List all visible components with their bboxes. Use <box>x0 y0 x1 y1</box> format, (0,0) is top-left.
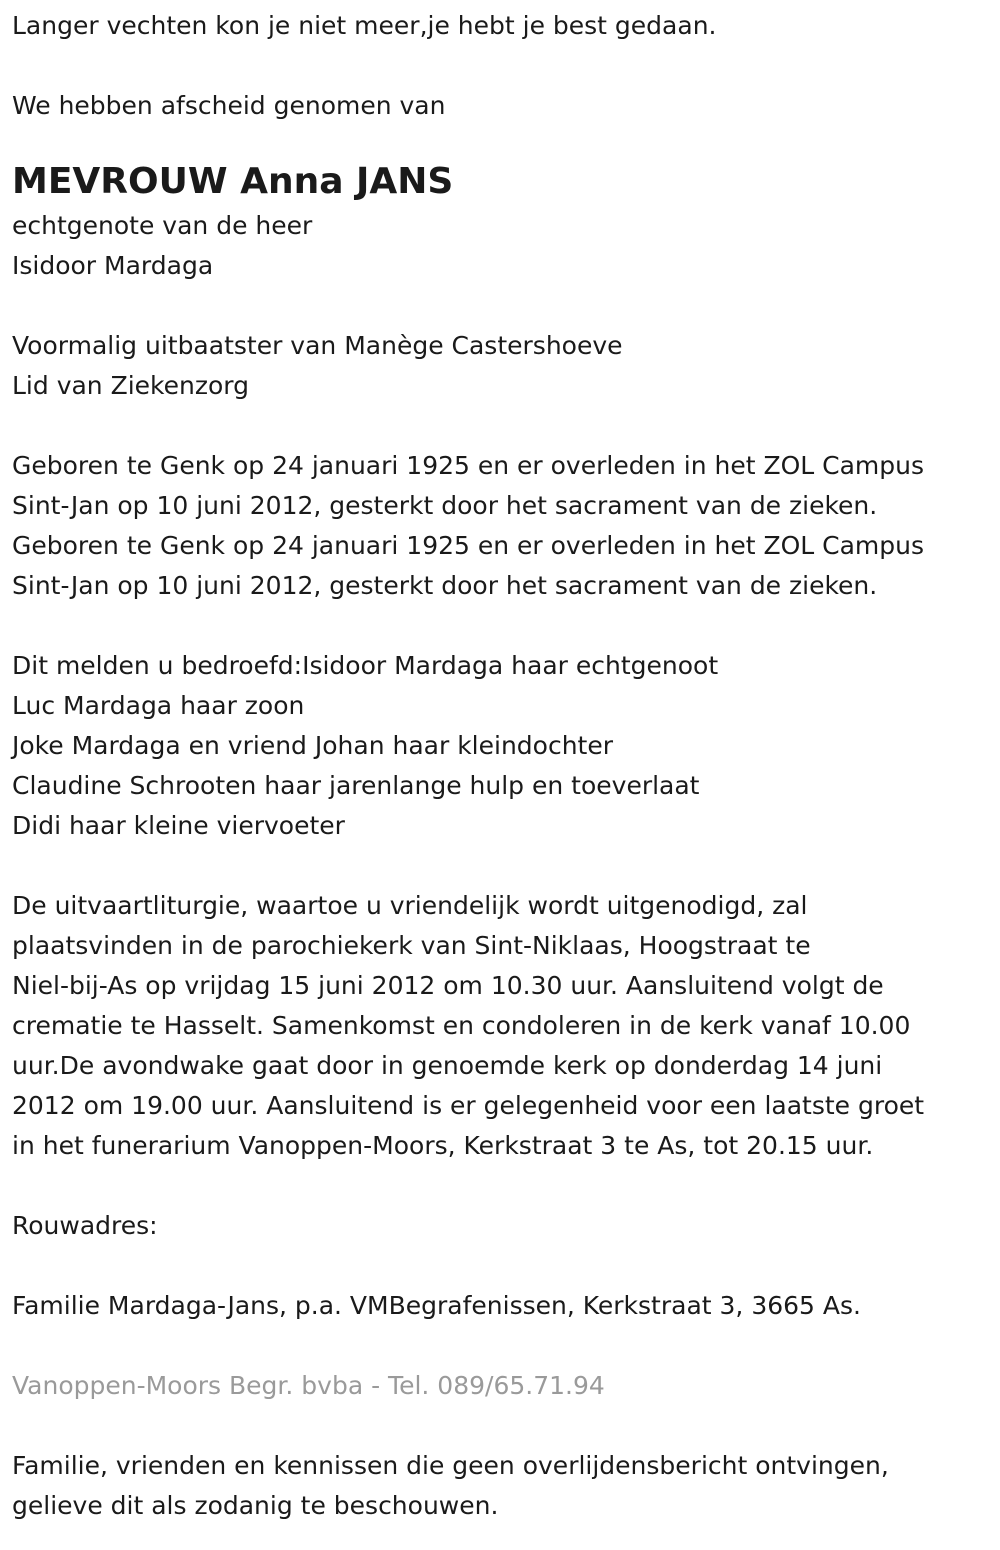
undertaker-info: Vanoppen-Moors Begr. bvba - Tel. 089/65.71.94 <box>12 1371 605 1400</box>
mourner-line: Claudine Schrooten haar jarenlange hulp en toeverlaat <box>12 771 700 800</box>
funeral-line: uur.De avondwake gaat door in genoemde kerk op donderdag 14 juni <box>12 1051 883 1080</box>
birth-death-line: Sint-Jan op 10 juni 2012, gesterkt door het sacrament van de zieken. <box>12 571 878 600</box>
spouse-line-1: echtgenote van de heer <box>12 211 313 240</box>
intro-line-2: We hebben afscheid genomen van <box>12 91 446 120</box>
mourner-line: Didi haar kleine viervoeter <box>12 811 345 840</box>
spacer <box>12 1326 976 1366</box>
address-value: Familie Mardaga-Jans, p.a. VMBegrafenissen, Kerkstraat 3, 3665 As. <box>12 1291 861 1320</box>
spacer <box>12 46 976 86</box>
deceased-name: MEVROUW Anna JANS <box>12 161 454 202</box>
mourner-line: Joke Mardaga en vriend Johan haar kleindochter <box>12 731 614 760</box>
spacer <box>12 606 976 646</box>
funeral-line: De uitvaartliturgie, waartoe u vriendelijk wordt uitgenodigd, zal <box>12 891 808 920</box>
mourner-line: Luc Mardaga haar zoon <box>12 691 305 720</box>
closing-line: Familie, vrienden en kennissen die geen overlijdensbericht ontvingen, <box>12 1451 889 1480</box>
funeral-line: in het funerarium Vanoppen-Moors, Kerkstraat 3 te As, tot 20.15 uur. <box>12 1131 874 1160</box>
funeral-line: crematie te Hasselt. Samenkomst en condoleren in de kerk vanaf 10.00 <box>12 1011 911 1040</box>
role-line: Lid van Ziekenzorg <box>12 371 249 400</box>
spacer <box>12 286 976 326</box>
birth-death-line: Geboren te Genk op 24 januari 1925 en er overleden in het ZOL Campus <box>12 451 925 480</box>
address-label: Rouwadres: <box>12 1211 158 1240</box>
spouse-line-2: Isidoor Mardaga <box>12 251 214 280</box>
intro-line-1: Langer vechten kon je niet meer,je hebt je best gedaan. <box>12 11 717 40</box>
role-line: Voormalig uitbaatster van Manège Castershoeve <box>12 331 623 360</box>
spacer <box>12 406 976 446</box>
spacer <box>12 846 976 886</box>
birth-death-line: Geboren te Genk op 24 januari 1925 en er overleden in het ZOL Campus <box>12 531 925 560</box>
spacer <box>12 1406 976 1446</box>
spacer <box>12 1246 976 1286</box>
spacer <box>12 1166 976 1206</box>
funeral-line: plaatsvinden in de parochiekerk van Sint-Niklaas, Hoogstraat te <box>12 931 811 960</box>
birth-death-line: Sint-Jan op 10 juni 2012, gesterkt door het sacrament van de zieken. <box>12 491 878 520</box>
funeral-line: 2012 om 19.00 uur. Aansluitend is er gelegenheid voor een laatste groet <box>12 1091 925 1120</box>
closing-line: gelieve dit als zodanig te beschouwen. <box>12 1491 499 1520</box>
funeral-line: Niel-bij-As op vrijdag 15 juni 2012 om 10.30 uur. Aansluitend volgt de <box>12 971 884 1000</box>
mourner-line: Dit melden u bedroefd:Isidoor Mardaga haar echtgenoot <box>12 651 719 680</box>
